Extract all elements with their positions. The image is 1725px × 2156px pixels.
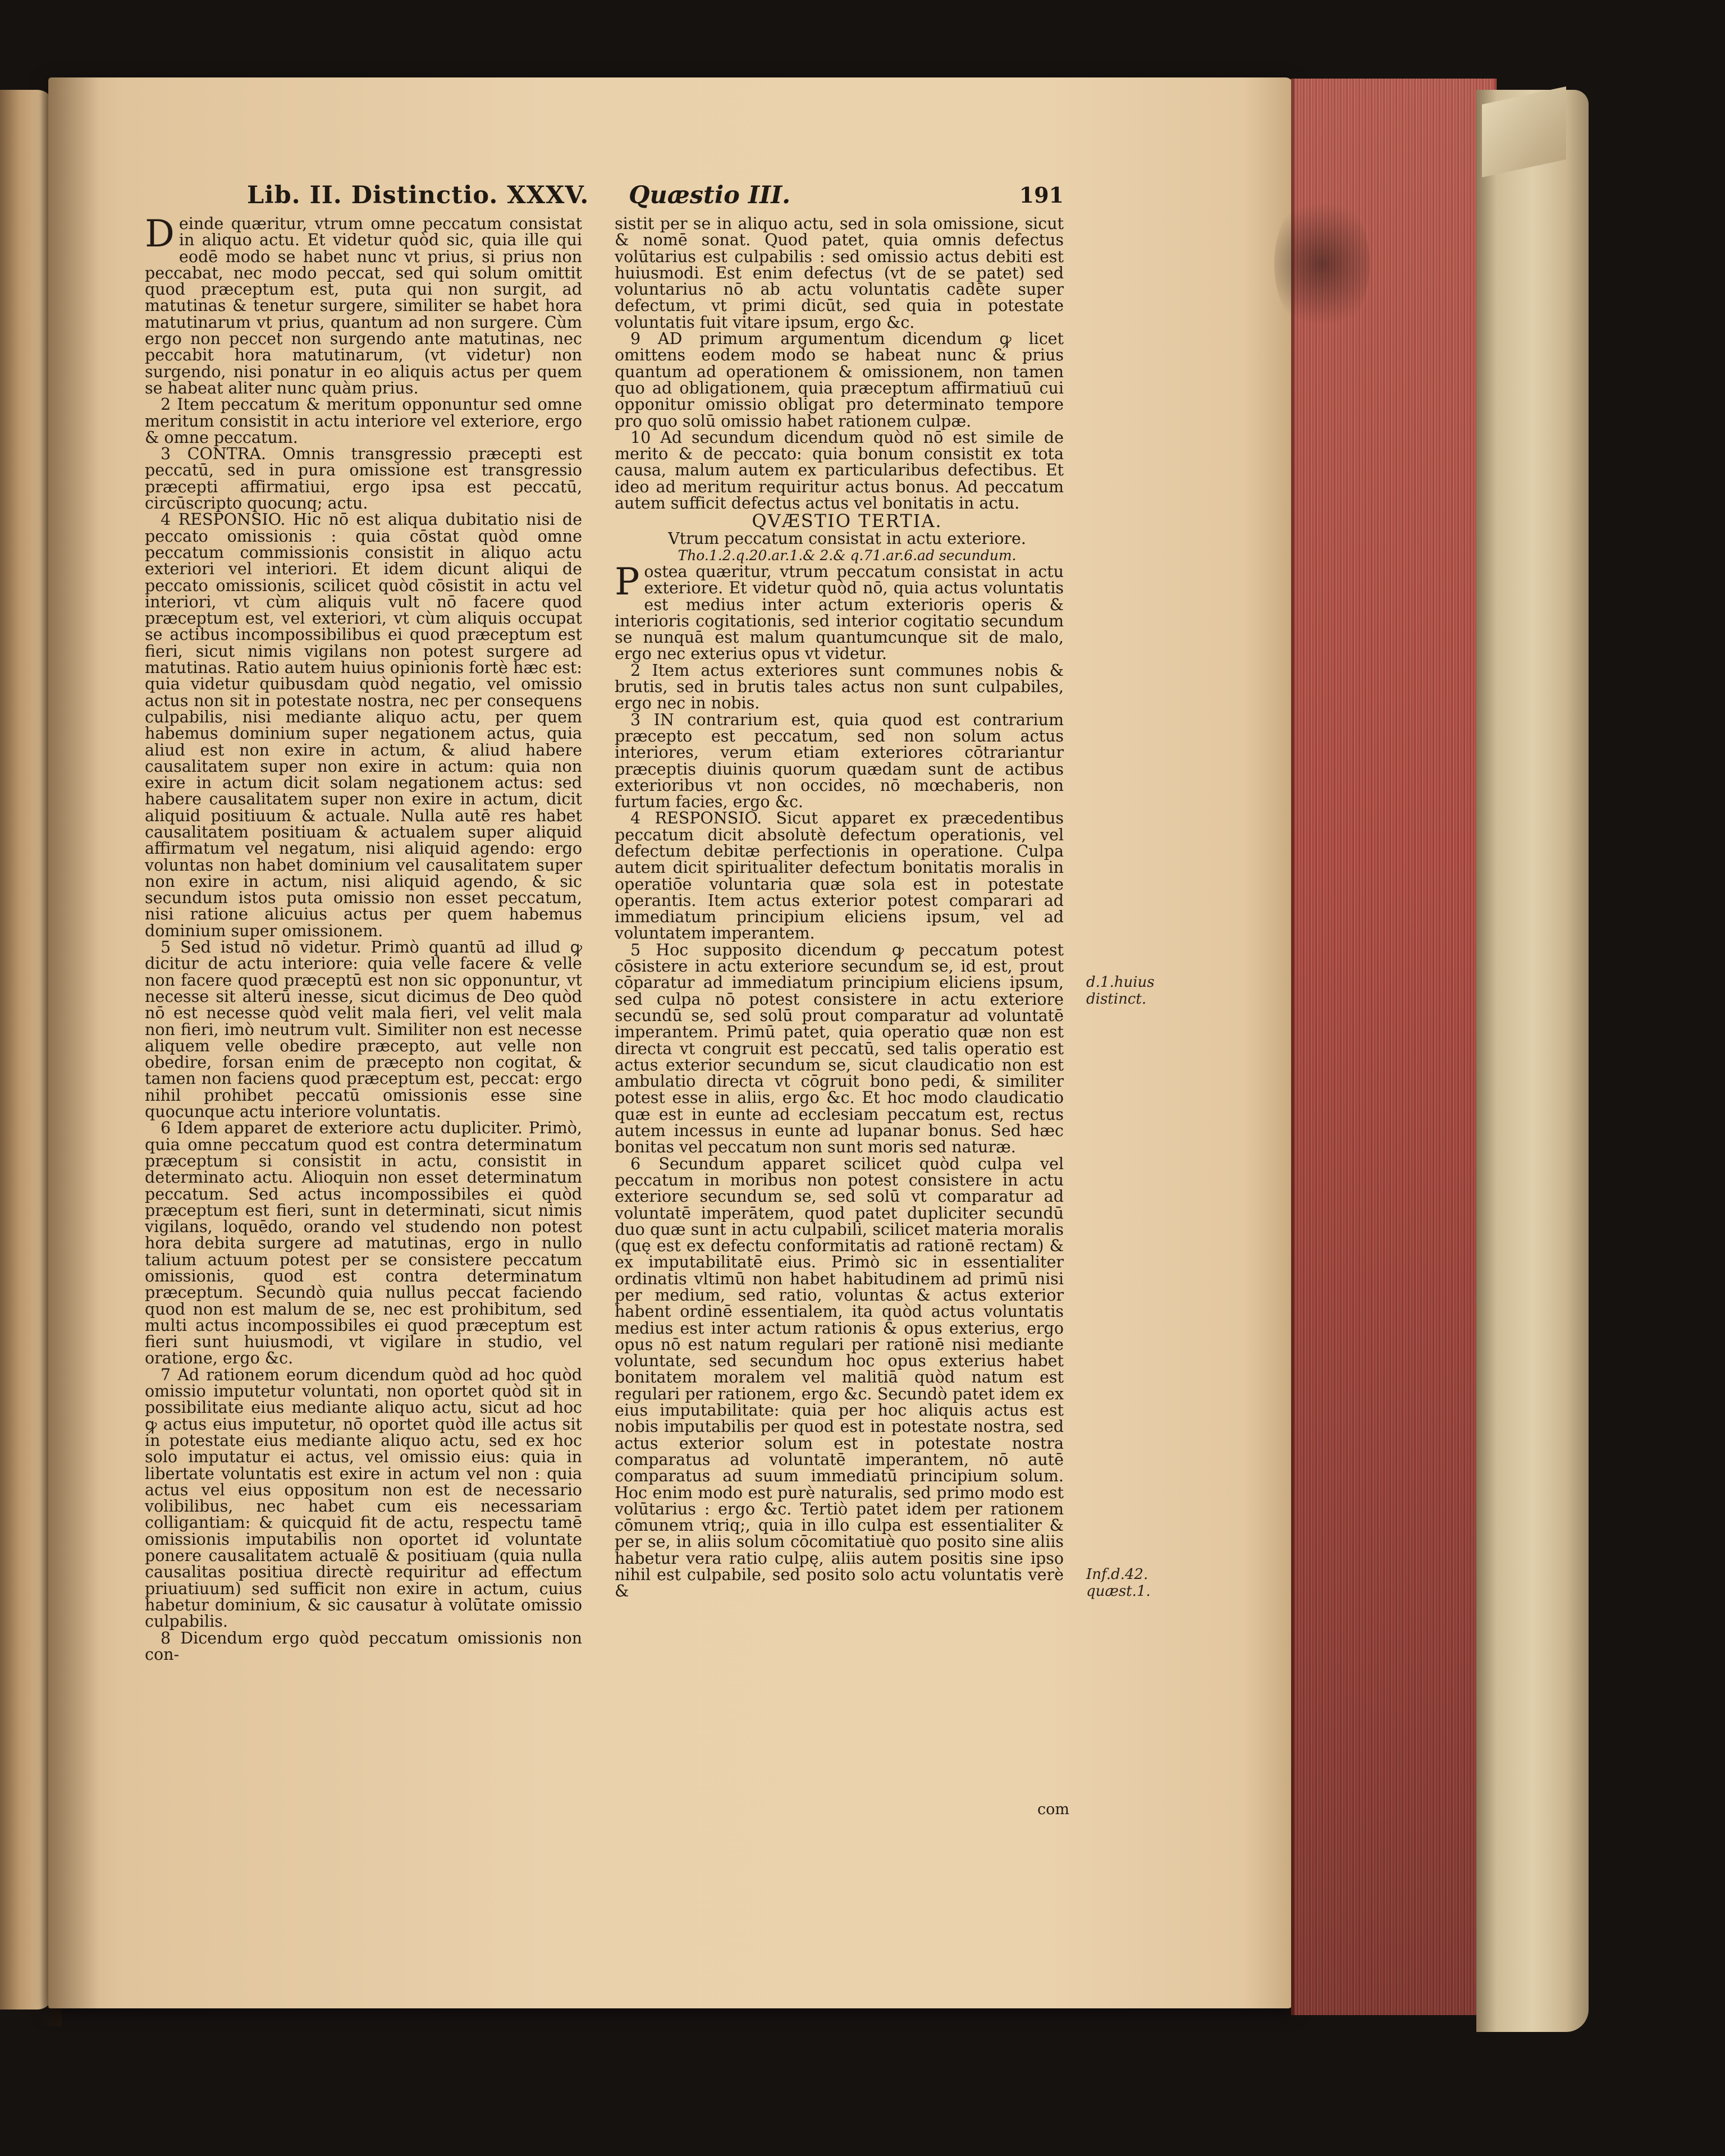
- paragraph-9: 9 AD primum argumentum dicendum ꝙ licet omittens eodem modo se habeat nunc & prius quantum ad operationem & omissionem, non tamen quo ad obligationem, quia præceptum affirmatiuū cui opponitur omissio obligat pro determinato tempore pro quo solū omissio habet rationem culpæ.: [615, 329, 1064, 431]
- paragraph-5: 5 Sed istud nō videtur. Primò quantū ad illud ꝙ dicitur de actu interiore: quia velle facere & velle non facere quod præceptū est non sic opponuntur, vt necesse sit alterū inesse, sicut dicimus de Deo quòd nō est necesse quòd velit mala fieri, vel velit mala non fieri, imò neutrum vult. Similiter non est necesse aliquem velle obedire præcepto, aut velle non obedire, forsan enim de præcepto non cogitat, & tamen non faciens quod præceptum est, peccat: ergo nihil prohibet peccatū omissionis esse sine quocunque actu interiore voluntatis.: [145, 938, 582, 1122]
- paragraph-7: 7 Ad rationem eorum dicendum quòd ad hoc quòd omissio imputetur voluntati, non oportet quòd sit in possibilitate eius mediante aliquo actu, sicut ad hoc ꝙ actus eius imputetur, nō oportet quòd ille actus sit in potestate eius mediante aliquo actu, sed ex hoc solo imputatur ei actus, vel omissio eius: quia in libertate voluntatis est exire in actum vel non : quia actus vel eius oppositum non est de necessario volibilibus, nec habet cum eis necessariam colligantiam: & quicquid fit de actu, respectu tamē omissionis imputabilis non oportet id voluntate ponere causalitatem actualē & positiuam (quia nulla causalitas positiua directè requiritur ad effectum priuatiuum) sed sufficit non exire in actum, cuius habetur dominium, & sic causatur à volūtate omissio culpabilis.: [145, 1365, 582, 1631]
- page-gutter: [48, 77, 99, 2008]
- running-header: [247, 178, 1064, 212]
- catchword: com: [1037, 1801, 1069, 1818]
- paragraph-q3-5: 5 Hoc supposito dicendum ꝙ peccatum potest cōsistere in actu exteriore secundum se, id est, prout cōparatur ad immediatum principium eliciens ipsum, sed culpa nō potest consistere in actu exteriore secundū se, sed solū prout comparatur ad voluntatē imperantem. Primū patet, quia operatio quæ non est directa vt congruit est peccatū, sed talis operatio est actus exterior secundum se, sicut claudicatio non est ambulatio directa vt cōgruit bono pedi, & similiter potest esse in aliis, ergo &c. Et hoc modo claudicatio quæ est in eunte ad ecclesiam peccatum est, rectus autem incessus in eunte ad lupanar bonus. Sed hæc bonitas vel peccatum non sunt moris sed naturæ.: [615, 940, 1064, 1157]
- paragraph-10: 10 Ad secundum dicendum quòd nō est simile de merito & de peccato: quia bonum consistit ex tota causa, malum autem ex particularibus defectibus. Et ideo ad meritum requiritur actus bonus. Ad peccatum autem sufficit defectus actus vel bonitatis in actu.: [615, 428, 1064, 513]
- folio-number: 191: [1019, 182, 1064, 208]
- edge-stain: [1274, 191, 1370, 337]
- header-question: Quæstio III.: [629, 181, 791, 209]
- paragraph-q3-3: 3 IN contrarium est, quia quod est contrarium præcepto est peccatum, sed non solum actus interiores, verum etiam exteriores cōtrariantur præceptis diuinis quorum quædam sunt de actibus exterioribus vt non occides, nō mœchaberis, non furtum facies, ergo &c.: [615, 710, 1064, 812]
- drop-capital: P: [615, 560, 640, 603]
- margin-note: Inf.d.42. quæst.1.: [1086, 1566, 1151, 1600]
- paragraph-intro: Deinde quæritur, vtrum omne peccatum consistat in aliquo actu. Et videtur quòd sic, quia ille qui eodē modo se habet nunc vt prius, si prius non peccabat, nec modo peccat, sed qui solum omittit quod præceptum est, puta qui non surgit, ad matutinas & tenetur surgere, similiter se habet hora matutinarum vt prius, quantum ad non surgere. Cùm ergo non peccet non surgendo ante matutinas, nec peccabit hora matutinarum, (vt videtur) non surgendo, nisi ponatur in eo aliquis actus per quem se habeat aliter nunc quàm prius.: [145, 212, 582, 397]
- paragraph-8: 8 Dicendum ergo quòd peccatum omissionis non con-: [145, 1628, 582, 1664]
- paragraph-6: 6 Idem apparet de exteriore actu dupliciter. Primò, quia omne peccatum quod est contra determinatum præceptum si consistit in actu, consistit in determinato actu. Alioquin non esset determinatum peccatum. Sed actus incompossibiles ei quòd præceptum est fieri, sunt in determinati, sicut nimis vigilans, loquēdo, orando vel studendo non potest hora debita surgere ad matutinas, ergo in nullo talium actuum potest per se consistere peccatum omissionis, quod est contra determinatum præceptum. Secundò quia nullus peccat faciendo quod non est malum de se, nec est prohibitum, sed multi actus incompossibiles ei quod præceptum est fieri sunt huiusmodi, vt vigilare in studio, vel oratione, ergo &c.: [145, 1119, 582, 1368]
- question-title: QVÆSTIO TERTIA.: [752, 510, 942, 532]
- paragraph-q3-intro: Postea quæritur, vtrum peccatum consistat in actu exteriore. Et videtur quòd nō, quia actus voluntatis est medius inter actum exterioris operis & interioris cogitationis, sed interior cogitatio secundum se nunquā est malum quantumcunque sit de malo, ergo nec exterius opus vt videtur.: [615, 560, 1064, 663]
- left-text-column: [145, 212, 582, 1664]
- paragraph-q3-2: 2 Item actus exteriores sunt communes nobis & brutis, sed in brutis tales actus non sunt culpabiles, ergo nec in nobis.: [615, 661, 1064, 713]
- paragraph-3: 3 CONTRA. Omnis transgressio præcepti est peccatū, sed in pura omissione est transgressio præcepti affirmatiui, ergo ipsa est peccatū, circūscripto quocunq; actu.: [145, 445, 582, 513]
- paragraph-q3-4: 4 RESPONSIO. Sicut apparet ex præcedentibus peccatum dicit absolutè defectum operationis, vel defectum debitæ perfectionis in operatione. Culpa autem dicit spiritualiter defectum bonitatis moralis in operatiōe voluntaria quæ sola est in potestate operantis. Item actus exterior potest comparari ad immediatum principium eliciens ipsum, vel ad voluntatem imperantem.: [615, 809, 1064, 943]
- vellum-cover: [1476, 90, 1589, 2032]
- drop-capital: D: [145, 212, 175, 255]
- paragraph-8-continued: sistit per se in aliquo actu, sed in sola omissione, sicut & nomē sonat. Quod patet, quia omnis defectus volūtarius est culpabilis : sed omissio actus debiti est huiusmodi. Est enim defectus (vt de se patet) sed voluntarius nō ab actu voluntatis cadēte super defectum, vt primi dicūt, sed quia in potestate voluntatis fuit vitare ipsum, ergo &c.: [615, 214, 1064, 332]
- paragraph-2: 2 Item peccatum & meritum opponuntur sed omne meritum consistit in actu interiore vel exteriore, ergo & omne peccatum.: [145, 395, 582, 447]
- question-reference: Tho.1.2.q.20.ar.1.& 2.& q.71.ar.6.ad secundum.: [678, 547, 1017, 564]
- question-subtitle: Vtrum peccatum consistat in actu exteriore.: [668, 529, 1026, 548]
- margin-note: d.1.huius distinct.: [1086, 974, 1155, 1008]
- right-text-column: [615, 216, 1064, 1600]
- header-book-distinction: Lib. II. Distinctio. XXXV.: [247, 181, 589, 209]
- paragraph-q3-6: 6 Secundum apparet scilicet quòd culpa vel peccatum in moribus non potest consistere in actu exteriore secundum se, sed solū vt comparatur ad voluntatē imperātem, quod patet dupliciter secundū duo quæ sunt in actu culpabili, scilicet materia moralis (quę est ex defectu conformitatis ad rationē rectam) & ex imputabilitatē eius. Primò sic in essentialiter ordinatis vltimū non habet habitudinem ad primū nisi per medium, sed ratio, voluntas & actus exterior habent ordinē essentialem, ita quòd actus voluntatis medius est inter actum rationis & opus exterius, ergo opus nō est natum regulari per rationē nisi mediante voluntate, sed secundum hoc opus exterius habet bonitatem moralem vel malitiā quòd natum est regulari per rationem, ergo &c. Secundò patet idem ex eius imputabilitate: quia per hoc aliquis actus est nobis imputabilis per quod est in potestate nostra, sed actus exterior solum est in potestate nostra comparatus ad voluntatē imperantem, nō autē comparatus ad suum immediatū principium solum. Hoc enim modo est purè naturalis, sed primo modo est volūtarius : ergo &c. Tertiò patet idem per rationem cōmunem vtriq;, quia in illo culpa est essentialiter & per se, in aliis solum cōcomitatiuè quo posito sine aliis habetur vera ratio culpę, aliis autem positis sine ipso nihil est culpabile, sed posito solo actu voluntatis verè &: [615, 1154, 1064, 1601]
- page-edges-shade: [1291, 79, 1493, 2015]
- paragraph-4: 4 RESPONSIO. Hic nō est aliqua dubitatio nisi de peccato omissionis : quia cōstat quòd omne peccatum commissionis consistit in aliquo actu exteriori vel interiori. Et idem dicunt aliqui de peccato omissionis, scilicet quòd cōsistit in actu vel interiori, vt cùm aliquis vult nō facere quod præceptum est, vel exteriori, vt cùm aliquis occupat se actibus incompossibilibus ei quod præceptum est fieri, sicut nimis vigilans non potest surgere ad matutinas. Ratio autem huius opinionis fortè hæc est: quia videtur quibusdam quòd negatio, vel omissio actus non sit in potestate nostra, nec per consequens culpabilis, nisi mediante aliquo actu, per quem habemus dominium super negationem actus, quia aliud est non exire in actum, & aliud habere causalitatem super non exire in actum: quia non exire in actum dicit solam negationem actus: sed habere causalitatem super non exire in actum, dicit aliquid positiuum & actuale. Nulla autē res habet causalitatem positiuam & actualem super aliquid affirmatum vel negatum, nisi aliquid agendo: ergo voluntas non habet dominium vel causalitatem super non exire in actum, nisi aliquid agendo, & sic secundum istos puta omissio non esset peccatum, nisi ratione alicuius actus per quem habemus dominium super omissionem.: [145, 510, 582, 940]
